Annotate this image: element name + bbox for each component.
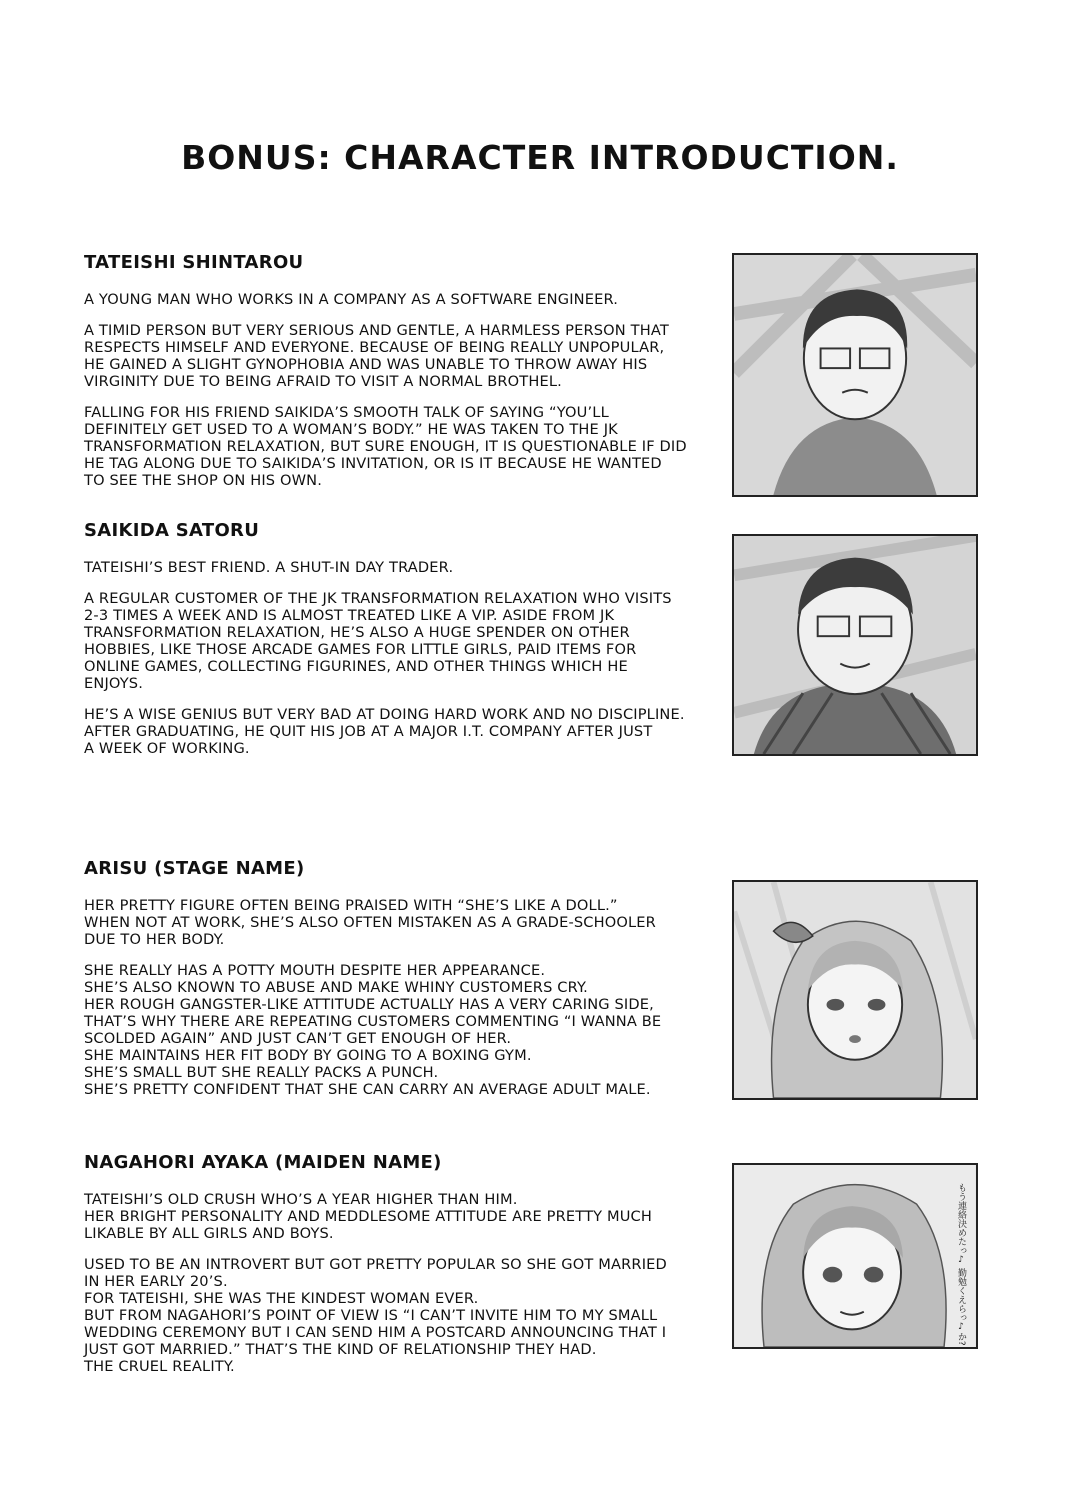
page-title: BONUS: CHARACTER INTRODUCTION. (181, 138, 899, 177)
portrait-saikida (732, 534, 978, 756)
character-paragraph: FALLING FOR HIS FRIEND SAIKIDA’S SMOOTH TALK OF SAYING “YOU’LL DEFINITELY GET USED TO A WOMAN’S BODY.” HE WAS TAKEN TO THE JK TRANSFORMATION RELAXATION, BUT SURE ENOUGH, IT IS QUESTIONABLE IF DID HE TAG ALONG DUE TO SAIKIDA’S INVITATION, OR IS IT BECAUSE HE WANTED TO SEE THE SHOP ON HIS OWN. (84, 404, 687, 489)
character-name: NAGAHORI AYAKA (MAIDEN NAME) (84, 1152, 442, 1173)
character-paragraph: HE’S A WISE GENIUS BUT VERY BAD AT DOING HARD WORK AND NO DISCIPLINE. AFTER GRADUATING, HE QUIT HIS JOB AT A MAJOR I.T. COMPANY AFTER JUST A WEEK OF WORKING. (84, 706, 685, 757)
character-paragraph: A TIMID PERSON BUT VERY SERIOUS AND GENTLE, A HARMLESS PERSON THAT RESPECTS HIMSELF AND EVERYONE. BECAUSE OF BEING REALLY UNPOPULAR, HE GAINED A SLIGHT GYNOPHOBIA AND WAS UNABLE TO THROW AWAY HIS VIRGINITY DUE TO BEING AFRAID TO VISIT A NORMAL BROTHEL. (84, 322, 669, 390)
character-paragraph: USED TO BE AN INTROVERT BUT GOT PRETTY POPULAR SO SHE GOT MARRIED IN HER EARLY 20’S. FOR TATEISHI, SHE WAS THE KINDEST WOMAN EVER. BUT FROM NAGAHORI’S POINT OF VIEW IS “I CAN’T INVITE HIM TO MY SMALL WEDDING CEREMONY BUT I CAN SEND HIM A POSTCARD ANNOUNCING THAT I JUST GOT MARRIED.” THAT’S THE KIND OF RELATIONSHIP THEY HAD. THE CRUEL REALITY. (84, 1256, 667, 1375)
character-paragraph: TATEISHI’S OLD CRUSH WHO’S A YEAR HIGHER THAN HIM. HER BRIGHT PERSONALITY AND MEDDLESOME ATTITUDE ARE PRETTY MUCH LIKABLE BY ALL GIRLS AND BOYS. (84, 1191, 653, 1242)
portrait-sfx-text: もう連絡決めたっ♪ 勤勉くえらっ♪か? (956, 1183, 966, 1346)
character-paragraph: TATEISHI’S BEST FRIEND. A SHUT-IN DAY TRADER. (84, 559, 454, 576)
character-paragraph: A REGULAR CUSTOMER OF THE JK TRANSFORMATION RELAXATION WHO VISITS 2-3 TIMES A WEEK AND IS ALMOST TREATED LIKE A VIP. ASIDE FROM JK TRANSFORMATION RELAXATION, HE’S ALSO A HUGE SPENDER ON OTHER HOBBIES, LIKE THOSE ARCADE GAMES FOR LITTLE GIRLS, PAID ITEMS FOR ONLINE GAMES, COLLECTING FIGURINES, AND OTHER THINGS WHICH HE ENJOYS. (84, 590, 672, 692)
character-name: TATEISHI SHINTAROU (84, 252, 304, 273)
character-paragraph: SHE REALLY HAS A POTTY MOUTH DESPITE HER APPEARANCE. SHE’S ALSO KNOWN TO ABUSE AND MAKE WHINY CUSTOMERS CRY. HER ROUGH GANGSTER-LIKE ATTITUDE ACTUALLY HAS A VERY CARING SIDE, THAT’S WHY THERE ARE REPEATING CUSTOMERS COMMENTING “I WANNA BE SCOLDED AGAIN” AND JUST CAN’T GET ENOUGH OF HER. SHE MAINTAINS HER FIT BODY BY GOING TO A BOXING GYM. SHE’S SMALL BUT SHE REALLY PACKS A PUNCH. SHE’S PRETTY CONFIDENT THAT SHE CAN CARRY AN AVERAGE ADULT MALE. (84, 962, 662, 1098)
character-section-nagahori (84, 1152, 724, 1389)
portrait-arisu (732, 880, 978, 1100)
character-section-arisu (84, 858, 724, 1112)
character-paragraph: A YOUNG MAN WHO WORKS IN A COMPANY AS A SOFTWARE ENGINEER. (84, 291, 619, 308)
character-name: SAIKIDA SATORU (84, 520, 260, 541)
character-paragraph: HER PRETTY FIGURE OFTEN BEING PRAISED WITH “SHE’S LIKE A DOLL.” WHEN NOT AT WORK, SHE’S ALSO OFTEN MISTAKEN AS A GRADE-SCHOOLER DUE TO HER BODY. (84, 897, 656, 948)
character-name: ARISU (STAGE NAME) (84, 858, 305, 879)
portrait-tateishi (732, 253, 978, 497)
character-section-saikida (84, 520, 724, 771)
portrait-saikida-illustration (734, 536, 976, 754)
character-section-tateishi (84, 252, 724, 503)
portrait-nagahori-illustration (734, 1165, 976, 1347)
portrait-arisu-illustration (734, 882, 976, 1098)
portrait-nagahori (732, 1163, 978, 1349)
portrait-tateishi-illustration (734, 255, 976, 495)
